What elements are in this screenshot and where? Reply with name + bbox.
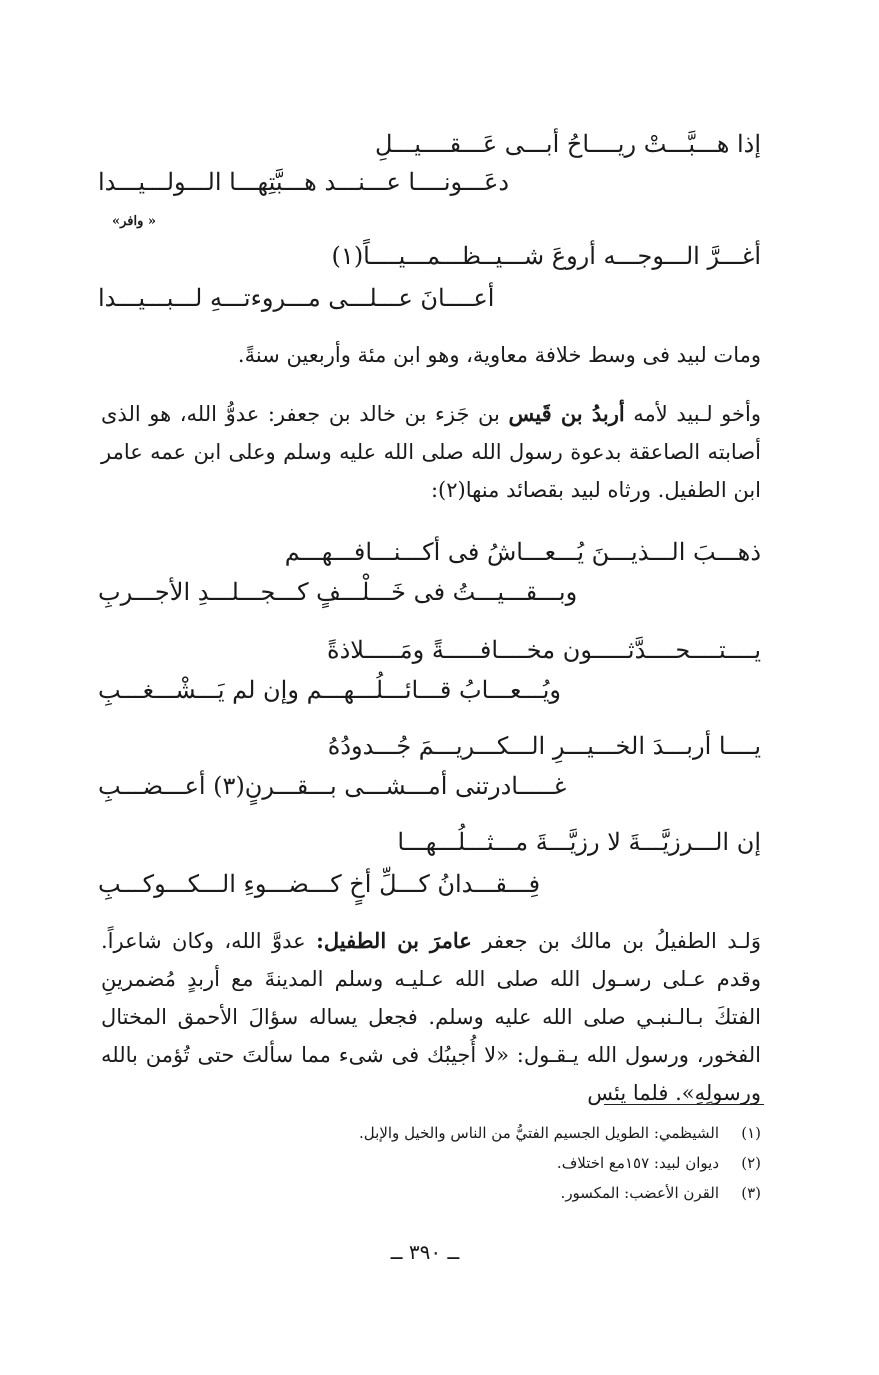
paragraph-2-intro: وأخو لـبيد لأمه (633, 402, 761, 426)
footnote-2 (557, 1150, 761, 1176)
footnote-divider (604, 1104, 764, 1105)
poem2-hemistich-8: فِـــقـــدانُ كـــلِّ أخٍ كـــضـــوءِ الـــكـــوكـــبِ (98, 870, 541, 898)
paragraph-3-rest: عدوَّ الله، وكان شاعراً. وقدم عـلى رسـول الله صلى الله عـليـه وسلم المدينةَ مع أربدٍ مُضمرينِ الفتكَ بـالـنبـي صلى الله عليه وسلم. فجعل يساله سؤالَ الأحمق المختال الفخور، ورسول الله يـقـول: «لا أُجيبُك فى شىء مما سألتَ حتى تُؤمن بالله ورسولِهِ». فلما يئس (101, 929, 761, 1105)
paragraph-3 (101, 922, 761, 1112)
poem1-hemistich-4: أعــــانَ عـــلـــى مـــروءتـــهِ لـــبـــيـــدا (98, 284, 495, 312)
footnote-2-number: (٢) (741, 1154, 761, 1172)
footnote-1-text: الشيظمي: الطويل الجسيم الفتيُّ من الناس والخيل والإبل. (359, 1124, 719, 1142)
footnote-1-number: (١) (741, 1124, 761, 1142)
poem2-hemistich-5: يــــا أربـــدَ الخـــيـــرِ الـــكـــريـــمَ جُـــدودُهُ (327, 732, 761, 760)
paragraph-2-name: أربدُ بن قَيس (508, 401, 625, 426)
paragraph-1: ومات لبيد فى وسط خلافة معاوية، وهو ابن مئة وأربعين سنةً. (237, 343, 761, 367)
poem1-hemistich-1: إذا هـــبَّـــتْ ريــــاحُ أبـــى عَـــقــــيـــلِ (374, 130, 761, 158)
footnote-3-text: القرن الأعضب: المكسور. (560, 1184, 719, 1202)
meter-label: « وافر» (112, 214, 157, 229)
paragraph-3-name: عامرَ بن الطفيل: (316, 928, 472, 953)
page-number: ــ ٣٩٠ ــ (390, 1240, 460, 1264)
poem2-hemistich-2: وبـــقـــيـــتُ فى خَـــلْـــفٍ كـــجـــلـــدِ الأجـــربِ (98, 578, 578, 606)
footnote-1 (359, 1120, 761, 1146)
poem2-hemistich-7: إن الـــرزيَّـــةَ لا رزيَّـــةَ مـــثـــلُـــهـــا (397, 828, 761, 856)
poem2-hemistich-6: غـــــادرتنى أمـــشـــى بـــقـــرنٍ(٣) أعـــضـــبِ (98, 772, 567, 800)
paragraph-3-intro: وَلـد الطفيلُ بن مالك بن جعفر (482, 929, 761, 953)
poem2-hemistich-4: ويُـــعـــابُ قـــائـــلُـــهـــم وإن لم يَـــشْـــغـــبِ (98, 676, 561, 704)
poem1-hemistich-3: أغـــرَّ الـــوجـــه أروعَ شـــيــظـــمـــيــــاً(١) (331, 242, 761, 270)
footnote-2-text: ديوان لبيد: ١٥٧مع اختلاف. (556, 1154, 719, 1172)
footnote-3 (561, 1180, 761, 1206)
footnote-3-number: (٣) (741, 1184, 761, 1202)
paragraph-2 (101, 395, 761, 509)
poem2-hemistich-1: ذهـــبَ الـــذيـــنَ يُـــعـــاشُ فى أكـــنـــافـــهـــم (284, 538, 761, 566)
poem1-hemistich-2: دعَـــونــــا عـــنـــد هـــبَّتِهـــا الـــولـــيـــدا (98, 168, 510, 196)
poem2-hemistich-3: يــــتــــحــــدَّثـــــون مخــــافـــــةً ومَـــــلاذةً (327, 636, 761, 664)
paragraph-2-rest: بن جَزء بن خالد بن جعفر: عدوُّ الله، هو الذى أصابته الصاعقة بدعوة رسول الله صلى الله عليه وسلم وعلى ابن عمه عامر ابن الطفيل. ورثاه لبيد بقصائد منها(٢): (101, 402, 761, 502)
